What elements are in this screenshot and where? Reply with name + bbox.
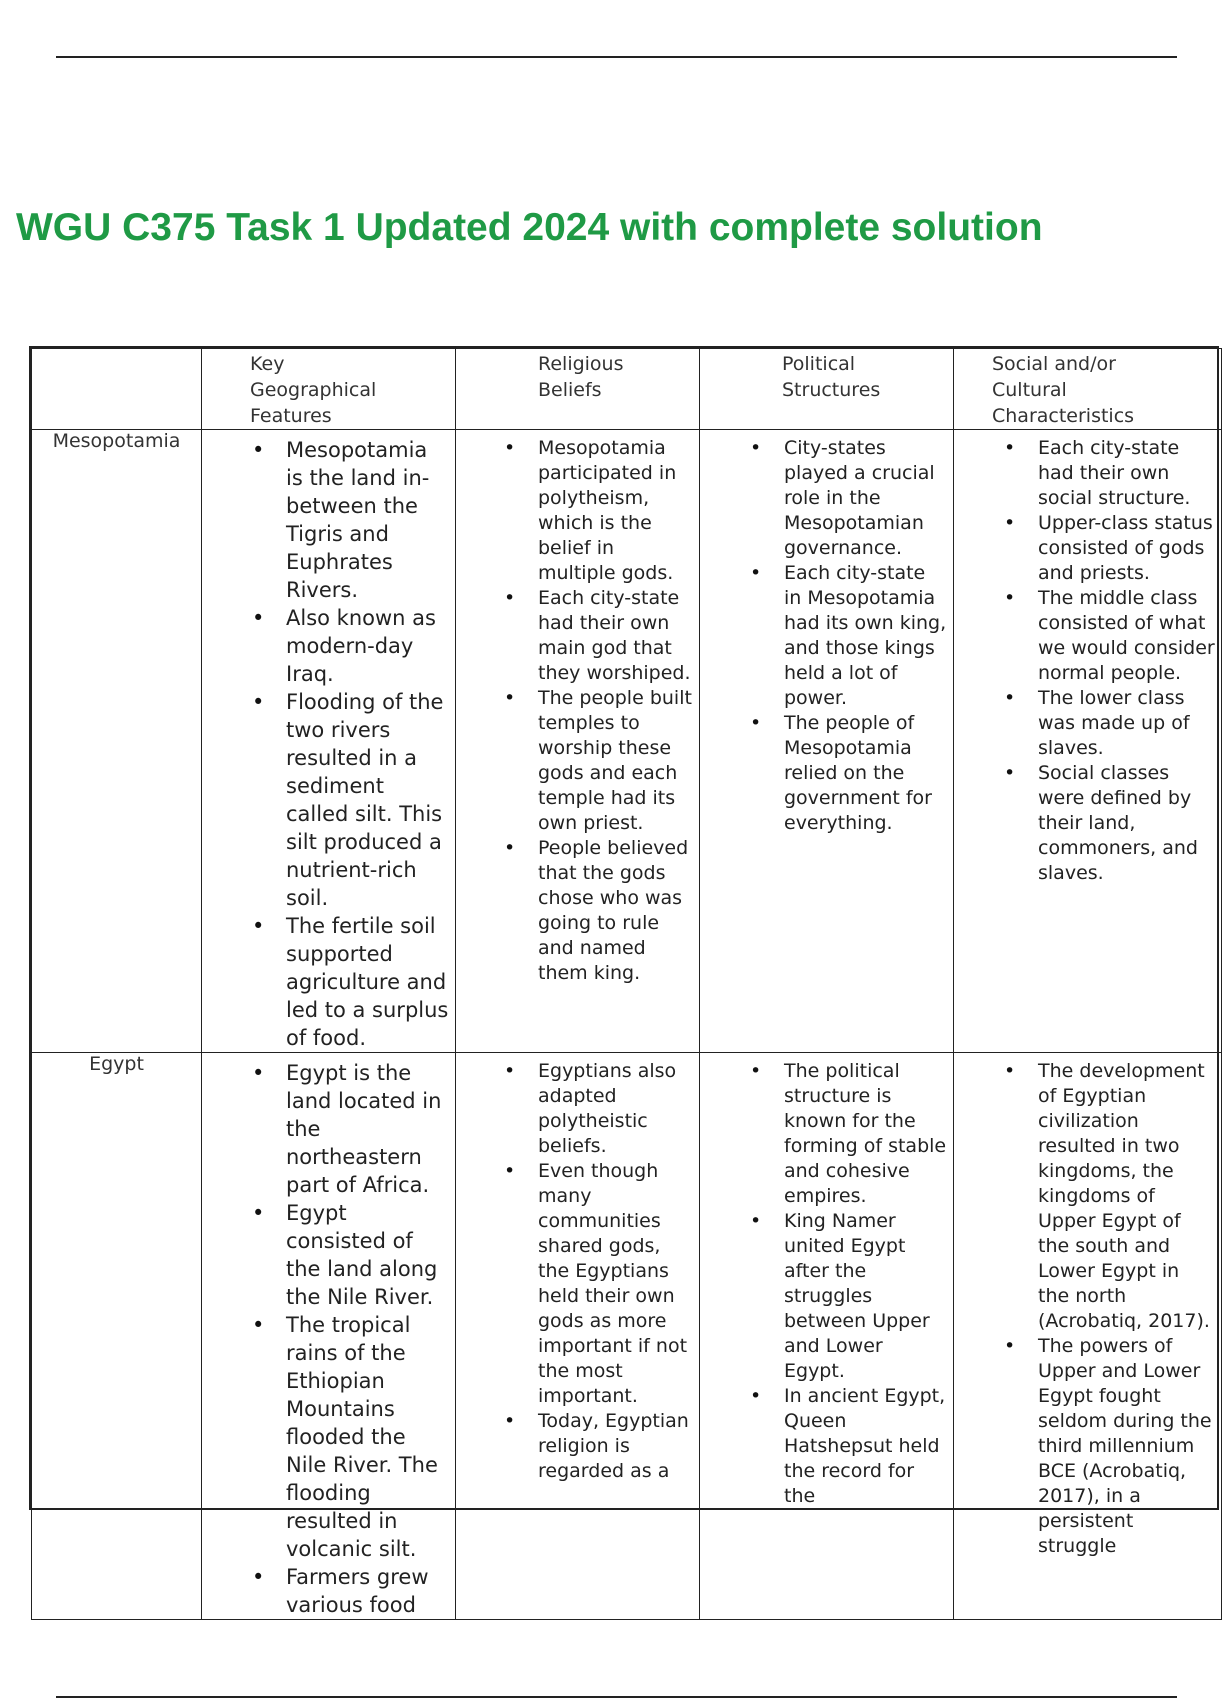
bullet-item: • Social classes were defined by their land, commoners, and slaves. [1038, 761, 1215, 886]
bullet-item: • Even though many communities shared gods, the Egyptians held their own gods as more important if not the most important. [538, 1159, 693, 1409]
table-row [32, 430, 1222, 1053]
bullet-item: • Mesopotamia participated in polytheism, which is the belief in multiple gods. [538, 436, 693, 586]
bullet-item: • Egypt consisted of the land along the Nile River. [286, 1199, 449, 1311]
bullet-item: • Mesopotamia is the land in-between the Tigris and Euphrates Rivers. [286, 436, 449, 604]
bullet-item: • Each city-state had their own main god that they worshiped. [538, 586, 693, 686]
bullet-list [784, 436, 953, 836]
header-geography: Key Geographical Features [202, 349, 456, 430]
cell-politics [700, 1053, 954, 1620]
bullet-item: • The fertile soil supported agriculture and led to a surplus of food. [286, 912, 449, 1052]
bullet-item: • Egypt is the land located in the northeastern part of Africa. [286, 1059, 449, 1199]
bullet-item: • The people of Mesopotamia relied on the government for everything. [784, 711, 947, 836]
bullet-item: • People believed that the gods chose who was going to rule and named them king. [538, 836, 693, 986]
bullet-list [286, 436, 455, 1052]
bullet-item: • City-states played a crucial role in the Mesopotamian governance. [784, 436, 947, 561]
bullet-list [538, 436, 699, 986]
bullet-list [538, 1059, 699, 1484]
bullet-item: • Also known as modern-day Iraq. [286, 604, 449, 688]
cell-geography [202, 430, 456, 1053]
bullet-item: • Today, Egyptian religion is regarded as a [538, 1409, 693, 1484]
bullet-item: • In ancient Egypt, Queen Hatshepsut held the record for the [784, 1384, 947, 1509]
cell-social [954, 1053, 1222, 1620]
header-social: Social and/or Cultural Characteristics [954, 349, 1222, 430]
bottom-rule [56, 1696, 1177, 1698]
header-row [32, 349, 1222, 430]
bullet-list [784, 1059, 953, 1509]
row-label-mesopotamia: Mesopotamia [32, 430, 202, 1053]
bullet-item: • The lower class was made up of slaves. [1038, 686, 1215, 761]
cell-politics [700, 430, 954, 1053]
bullet-list [1038, 436, 1221, 886]
bullet-item: • The middle class consisted of what we would consider normal people. [1038, 586, 1215, 686]
bullet-item: • The powers of Upper and Lower Egypt fought seldom during the third millennium BCE (Acrobatiq, 2017), in a persistent struggle [1038, 1334, 1215, 1559]
table-row [32, 1053, 1222, 1620]
bullet-item: • Egyptians also adapted polytheistic beliefs. [538, 1059, 693, 1159]
header-religion: Religious Beliefs [456, 349, 700, 430]
header-empty [32, 349, 202, 430]
cell-geography [202, 1053, 456, 1620]
bullet-item: • Each city-state in Mesopotamia had its own king, and those kings held a lot of power. [784, 561, 947, 711]
bullet-item: • The tropical rains of the Ethiopian Mountains flooded the Nile River. The flooding resulted in volcanic silt. [286, 1311, 449, 1563]
header-politics: Political Structures [700, 349, 954, 430]
cell-religion [456, 430, 700, 1053]
bullet-item: • King Namer united Egypt after the struggles between Upper and Lower Egypt. [784, 1209, 947, 1384]
comparison-table [29, 346, 1219, 1617]
bullet-item: • Each city-state had their own social structure. [1038, 436, 1215, 511]
page-title: WGU C375 Task 1 Updated 2024 with complete solution [16, 206, 1043, 249]
bullet-item: • The political structure is known for the forming of stable and cohesive empires. [784, 1059, 947, 1209]
top-rule [56, 56, 1177, 58]
bullet-item: • The people built temples to worship these gods and each temple had its own priest. [538, 686, 693, 836]
cell-religion [456, 1053, 700, 1620]
bullet-item: • The development of Egyptian civilization resulted in two kingdoms, the kingdoms of Upper Egypt of the south and Lower Egypt in the north (Acrobatiq, 2017). [1038, 1059, 1215, 1334]
cell-social [954, 430, 1222, 1053]
bullet-item: • Upper-class status consisted of gods and priests. [1038, 511, 1215, 586]
row-label-egypt: Egypt [32, 1053, 202, 1620]
bullet-list [286, 1059, 455, 1619]
bullet-item: • Flooding of the two rivers resulted in a sediment called silt. This silt produced a nutrient-rich soil. [286, 688, 449, 912]
bullet-list [1038, 1059, 1221, 1559]
bullet-item: • Farmers grew various food [286, 1563, 449, 1619]
